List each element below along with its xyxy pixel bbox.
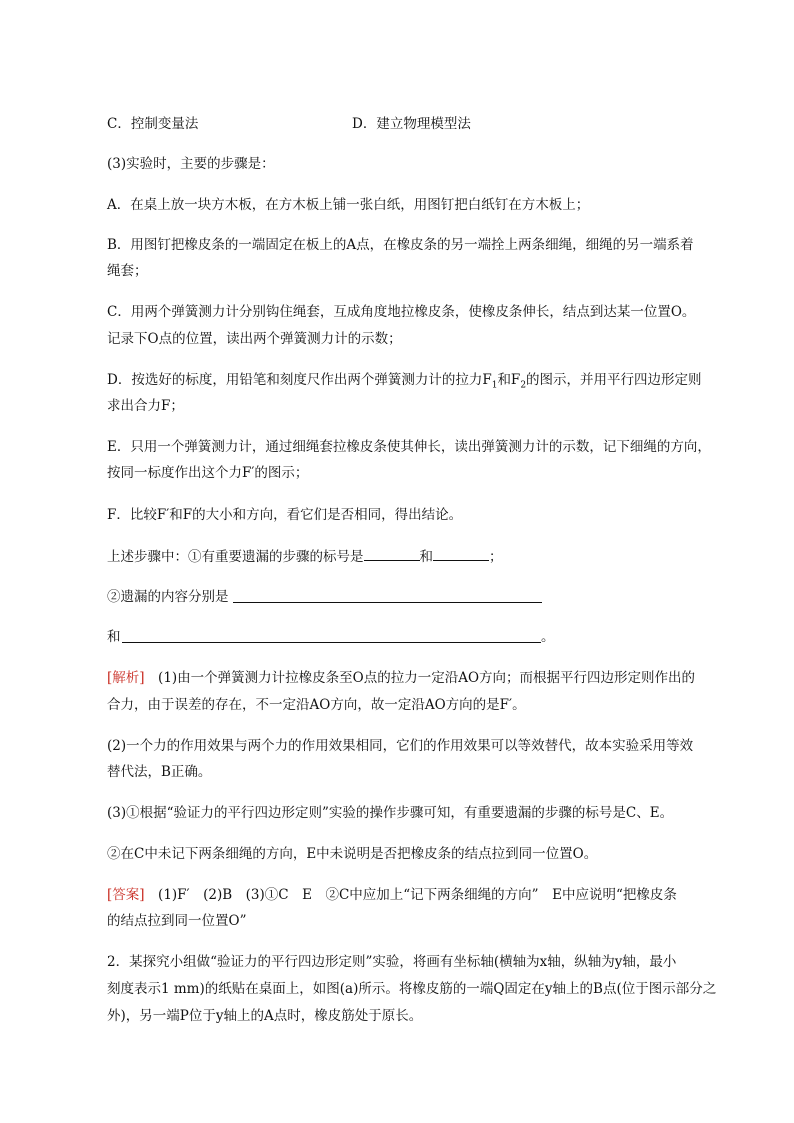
answer-tag: [答案] [107,887,145,903]
blank-step-2[interactable] [433,546,489,561]
analysis-p2-line1: (2)一个力的作用效果与两个力的作用效果相同，它们的作用效果可以等效替代，故本实验采用等效 [107,738,694,754]
step-b-line1: B．用图钉把橡皮条的一端固定在板上的A点，在橡皮条的另一端拴上两条细绳，细绳的另一端系着 [107,237,694,253]
question-3-intro: (3)实验时，主要的步骤是： [107,156,275,172]
blank-step-1[interactable] [364,546,420,561]
blank-content-1[interactable] [233,602,542,603]
answer-line1 [107,885,677,905]
step-c-line1: C．用两个弹簧测力计分别钩住绳套，互成角度地拉橡皮条，使橡皮条伸长，结点到达某一位置O。 [107,304,696,320]
subscript-1: 1 [491,380,498,391]
question-2-line3: 外)，另一端P位于y轴上的A点时，橡皮筋处于原长。 [107,1008,423,1024]
analysis-p4: ②在C中未记下两条细绳的方向，E中未说明是否把橡皮条的结点拉到同一位置O。 [107,846,598,862]
analysis-p1-text: (1)由一个弹簧测力计拉橡皮条至O点的拉力一定沿AO方向；而根据平行四边形定则作出的 [144,670,696,686]
step-a: A．在桌上放一块方木板，在方木板上铺一张白纸，用图钉把白纸钉在方木板上； [107,197,590,213]
step-d-text-1: D．按选好的标度，用铅笔和刻度尺作出两个弹簧测力计的拉力F [107,372,492,388]
subscript-2: 2 [520,380,527,391]
step-f: F．比较F′和F的大小和方向，看它们是否相同，得出结论。 [107,507,463,523]
question-2-line2: 刻度表示1 mm)的纸贴在桌面上，如图(a)所示。将橡皮筋的一端Q固定在y轴上的B点(位于图示部分之 [107,981,717,997]
missing-step-question [107,546,503,567]
blank-content-2[interactable] [122,642,541,643]
question-2-line1: 2．某探究小组做“验证力的平行四边形定则”实验，将画有坐标轴(横轴为x轴，纵轴为y轴，最小 [107,954,677,970]
analysis-p2-line2: 替代法，B正确。 [107,764,212,780]
option-c: C．控制变量法 [107,116,199,132]
step-e-line1: E．只用一个弹簧测力计，通过细绳套拉橡皮条使其伸长，读出弹簧测力计的示数，记下细绳的方向， [107,439,711,455]
analysis-p3: (3)①根据“验证力的平行四边形定则”实验的操作步骤可知，有重要遗漏的步骤的标号是C、E。 [107,805,674,821]
step-c-line2: 记录下O点的位置，读出两个弹簧测力计的示数； [107,331,402,347]
step-d-line1 [107,370,702,396]
missing-and-label: 和 [107,629,121,645]
step-e-line2: 按同一标度作出这个力F′的图示； [107,465,309,481]
missing-step-prefix: 上述步骤中：①有重要遗漏的步骤的标号是 [107,549,364,565]
analysis-tag: [解析] [107,670,145,686]
missing-end-mark: 。 [541,629,555,645]
missing-content-label: ②遗漏的内容分别是 [107,589,229,605]
analysis-p1-line1 [107,668,695,688]
step-d-line2: 求出合力F； [107,398,184,414]
answer-text: (1)F′ (2)B (3)①C E ②C中应加上“记下两条细绳的方向” E中应说明“把橡皮条 [144,887,677,903]
answer-line2: 的结点拉到同一位置O” [107,913,247,929]
option-d: D．建立物理模型法 [352,116,471,132]
step-b-line2: 绳套； [107,263,148,279]
step-d-text-3: 的图示，并用平行四边形定则 [526,372,702,388]
analysis-p1-line2: 合力，由于误差的存在，不一定沿AO方向，故一定沿AO方向的是F′。 [107,697,526,713]
step-d-text-2: 和F [497,372,521,388]
missing-step-suffix: ； [489,549,503,565]
missing-step-and: 和 [419,549,433,565]
